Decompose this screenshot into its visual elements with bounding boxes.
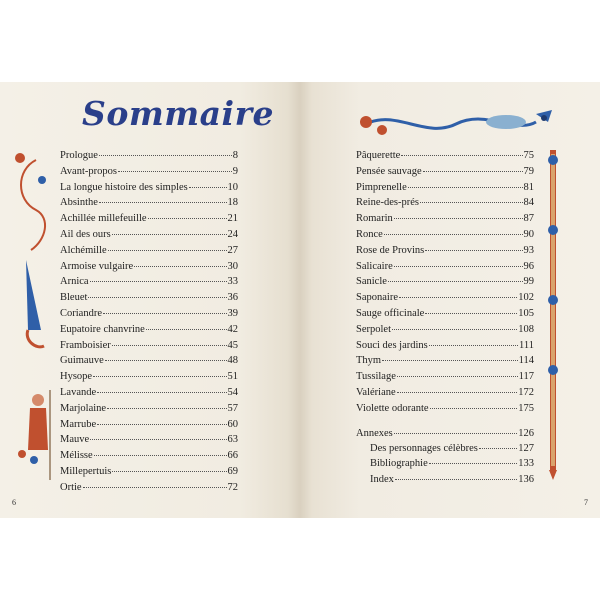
toc-leader-dots	[112, 471, 226, 472]
toc-entry-label: Valériane	[356, 387, 396, 398]
toc-leader-dots	[382, 360, 518, 361]
toc-entry-label: Salicaire	[356, 260, 393, 272]
toc-leader-dots	[118, 171, 232, 172]
toc-entry-label: La longue histoire des simples	[60, 181, 188, 193]
toc-entry-page: 45	[227, 339, 238, 351]
toc-entry	[356, 197, 534, 211]
toc-entry-label: Eupatoire chanvrine	[60, 323, 145, 335]
toc-entry-label: Annexes	[356, 428, 393, 439]
toc-leader-dots	[394, 266, 523, 267]
toc-entry-page: 24	[227, 229, 238, 240]
toc-leader-dots	[83, 487, 227, 488]
toc-entry-page: 54	[227, 387, 238, 398]
toc-entry	[356, 403, 534, 417]
toc-entry-label: Ronce	[356, 229, 383, 240]
toc-leader-dots	[395, 479, 517, 480]
toc-entry-page: 108	[518, 323, 534, 335]
toc-entry	[60, 340, 238, 354]
book-spread	[0, 82, 600, 518]
vertical-border-illumination-icon	[546, 150, 560, 480]
toc-entry	[356, 229, 534, 243]
toc-entry-label: Ortie	[60, 481, 82, 493]
toc-entry	[370, 474, 534, 488]
toc-entry	[60, 292, 238, 306]
toc-leader-dots	[105, 360, 227, 361]
toc-entry-label: Absinthe	[60, 197, 98, 209]
toc-entry	[356, 340, 534, 354]
toc-entry-label: Des personnages célèbres	[370, 443, 478, 455]
toc-entry-page: 81	[523, 181, 534, 193]
toc-entry-label: Bibliographie	[370, 458, 428, 470]
toc-entry-page: 90	[523, 229, 534, 240]
toc-leader-dots	[384, 234, 523, 235]
toc-leader-dots	[394, 218, 523, 219]
toc-leader-dots	[425, 313, 517, 314]
toc-entry-label: Bleuet	[60, 292, 88, 304]
toc-entry-page: 111	[519, 339, 534, 351]
toc-leader-dots	[112, 345, 227, 346]
toc-entry	[60, 466, 238, 480]
toc-entry-label: Index	[370, 473, 394, 485]
toc-leader-dots	[399, 297, 517, 298]
toc-entry	[356, 276, 534, 290]
toc-entry-page: 66	[227, 450, 238, 462]
toc-entry-page: 93	[523, 244, 534, 256]
toc-entry-label: Guimauve	[60, 355, 104, 367]
toc-entry-page: 21	[227, 213, 238, 225]
toc-entry-label: Pâquerette	[356, 150, 401, 161]
toc-leader-dots	[146, 329, 227, 330]
toc-entry	[370, 443, 534, 457]
toc-leader-dots	[108, 250, 227, 251]
toc-leader-dots	[425, 250, 522, 251]
toc-entry-label: Millepertuis	[60, 466, 112, 477]
folio-left: 6	[12, 498, 16, 507]
toc-entry	[356, 166, 534, 180]
toc-entry	[370, 458, 534, 472]
toc-entry-label: Ail des ours	[60, 229, 111, 240]
toc-leader-dots	[97, 424, 226, 425]
toc-entry	[60, 245, 238, 259]
toc-entry	[60, 308, 238, 322]
toc-entry-page: 69	[227, 466, 238, 477]
toc-entry-label: Pensée sauvage	[356, 165, 422, 177]
toc-entry-label: Mélisse	[60, 450, 93, 462]
toc-entry-page: 57	[227, 402, 238, 414]
bird-scroll-illumination-icon	[356, 104, 566, 144]
toc-leader-dots	[479, 448, 517, 449]
toc-leader-dots	[429, 463, 518, 464]
toc-entry-page: 60	[227, 418, 238, 430]
toc-entry-label: Prologue	[60, 150, 98, 161]
right-page	[300, 82, 600, 518]
toc-leader-dots	[397, 392, 518, 393]
toc-entry-label: Rose de Provins	[356, 244, 425, 256]
toc-entry-page: 105	[518, 308, 534, 319]
toc-entry-page: 51	[227, 371, 238, 383]
toc-entry	[60, 324, 238, 338]
left-page	[0, 82, 300, 518]
toc-entry	[356, 308, 534, 322]
toc-entry-page: 133	[518, 458, 534, 470]
toc-entry	[60, 166, 238, 180]
toc-entry	[356, 324, 534, 338]
toc-entry-page: 79	[523, 165, 534, 177]
toc-leader-dots	[134, 266, 226, 267]
toc-leader-dots	[88, 297, 226, 298]
toc-leader-dots	[90, 281, 227, 282]
toc-entry-label: Lavande	[60, 387, 97, 398]
toc-leader-dots	[408, 187, 523, 188]
toc-entry-label: Arnica	[60, 276, 89, 288]
toc-leader-dots	[392, 329, 517, 330]
toc-entry	[60, 229, 238, 243]
toc-entry-label: Pimprenelle	[356, 181, 407, 193]
marginal-figure-illumination-icon	[6, 150, 66, 470]
toc-entry-page: 114	[518, 355, 534, 367]
toc-entry	[60, 197, 238, 211]
toc-leader-dots	[388, 281, 523, 282]
toc-entry-label: Armoise vulgaire	[60, 260, 134, 272]
toc-entry-page: 102	[518, 292, 534, 304]
toc-entry-page: 9	[232, 165, 238, 177]
toc-entry-page: 27	[227, 244, 238, 256]
toc-leader-dots	[94, 455, 227, 456]
toc-entry-page: 87	[523, 213, 534, 225]
toc-leader-dots	[90, 439, 226, 440]
toc-leader-dots	[397, 376, 518, 377]
toc-entry-page: 117	[518, 371, 534, 383]
toc-entry-page: 127	[518, 443, 534, 455]
toc-leader-dots	[430, 408, 518, 409]
toc-entry	[60, 150, 238, 164]
toc-entry-page: 96	[523, 260, 534, 272]
toc-leader-dots	[103, 313, 227, 314]
toc-leader-dots	[423, 171, 523, 172]
toc-entry	[60, 261, 238, 275]
toc-entry-label: Violette odorante	[356, 402, 429, 414]
toc-entry-label: Framboisier	[60, 339, 111, 351]
toc-entry	[356, 245, 534, 259]
toc-entry-page: 126	[518, 428, 534, 439]
toc-leader-dots	[394, 433, 518, 434]
toc-entry	[356, 213, 534, 227]
toc-entry-page: 18	[227, 197, 238, 209]
toc-leader-dots	[420, 202, 523, 203]
toc-entry	[60, 182, 238, 196]
toc-entry-label: Thym	[356, 355, 382, 367]
toc-entry-label: Alchémille	[60, 244, 107, 256]
toc-entry-label: Tussilage	[356, 371, 396, 383]
toc-entry-page: 172	[518, 387, 534, 398]
toc-entry	[356, 371, 534, 385]
toc-entry-label: Hysope	[60, 371, 93, 383]
toc-entry	[356, 182, 534, 196]
toc-entry-label: Achillée millefeuille	[60, 213, 147, 225]
toc-leader-dots	[429, 345, 518, 346]
toc-leader-dots	[107, 408, 226, 409]
toc-entry	[356, 428, 534, 442]
toc-entry	[60, 419, 238, 433]
toc-entry-page: 36	[227, 292, 238, 304]
toc-entry	[60, 403, 238, 417]
toc-entry	[356, 387, 534, 401]
toc-leader-dots	[99, 202, 227, 203]
toc-entry	[60, 276, 238, 290]
toc-entry	[356, 150, 534, 164]
toc-entry-label: Serpolet	[356, 323, 391, 335]
toc-entry-label: Sauge officinale	[356, 308, 425, 319]
toc-entry-page: 63	[227, 434, 238, 446]
page-title: Sommaire	[82, 94, 274, 133]
folio-right: 7	[584, 498, 588, 507]
toc-entry-page: 99	[523, 276, 534, 288]
toc-entry-label: Souci des jardins	[356, 339, 428, 351]
toc-entry-page: 33	[227, 276, 238, 288]
toc-entry-label: Sanicle	[356, 276, 387, 288]
toc-entry-label: Marjolaine	[60, 402, 107, 414]
toc-entry-page: 42	[227, 323, 238, 335]
toc-entry-page: 10	[227, 181, 238, 193]
toc-leader-dots	[99, 155, 232, 156]
toc-leader-dots	[401, 155, 522, 156]
toc-entry	[60, 450, 238, 464]
toc-entry-page: 8	[232, 150, 238, 161]
toc-entry	[60, 482, 238, 496]
toc-entry-label: Romarin	[356, 213, 393, 225]
toc-entry	[356, 292, 534, 306]
toc-entry	[356, 261, 534, 275]
toc-entry-label: Saponaire	[356, 292, 398, 304]
toc-entry-page: 136	[518, 473, 534, 485]
toc-entry	[60, 213, 238, 227]
toc-entry-page: 39	[227, 308, 238, 319]
toc-entry-label: Mauve	[60, 434, 90, 446]
toc-entry-label: Marrube	[60, 418, 97, 430]
toc-leader-dots	[148, 218, 227, 219]
toc-entry	[60, 387, 238, 401]
toc-entry	[60, 371, 238, 385]
toc-entry-label: Reine-des-prés	[356, 197, 419, 209]
toc-entry	[60, 355, 238, 369]
toc-entry-label: Avant-propos	[60, 165, 117, 177]
toc-entry-page: 75	[523, 150, 534, 161]
toc-leader-dots	[112, 234, 227, 235]
toc-entry	[60, 434, 238, 448]
toc-entry-page: 48	[227, 355, 238, 367]
toc-entry	[356, 355, 534, 369]
toc-entry-page: 84	[523, 197, 534, 209]
toc-entry-page: 72	[227, 481, 238, 493]
toc-leader-dots	[189, 187, 227, 188]
toc-leader-dots	[97, 392, 226, 393]
toc-entry-page: 175	[518, 402, 534, 414]
toc-leader-dots	[93, 376, 226, 377]
toc-entry-page: 30	[227, 260, 238, 272]
toc-entry-label: Coriandre	[60, 308, 102, 319]
